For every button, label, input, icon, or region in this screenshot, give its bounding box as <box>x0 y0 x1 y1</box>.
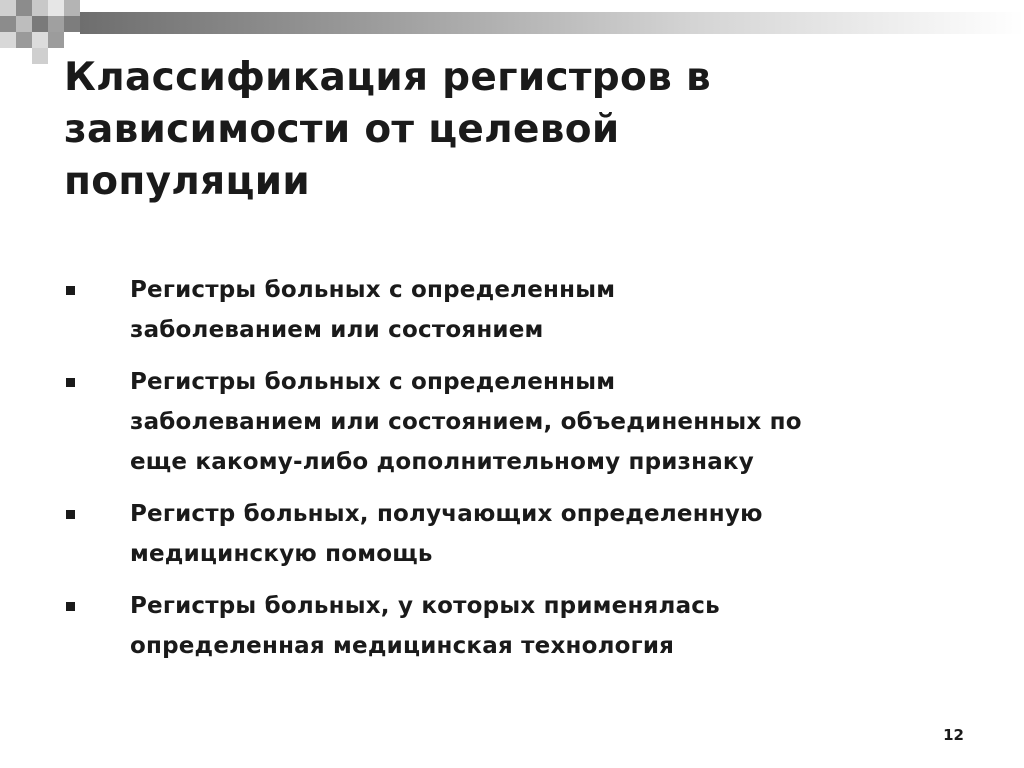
decor-square <box>0 0 16 16</box>
bullet-list <box>64 270 974 678</box>
bullet-text <box>130 362 974 482</box>
bullet-line: Регистр больных, получающих определенную <box>130 501 763 527</box>
page-number: 12 <box>943 726 964 744</box>
decor-square <box>48 16 64 32</box>
decor-square <box>0 16 16 32</box>
decor-square <box>16 0 32 16</box>
decor-square <box>16 16 32 32</box>
bullet-line: медицинскую помощь <box>130 541 433 567</box>
decor-square <box>48 0 64 16</box>
bullet-item <box>64 586 974 666</box>
decor-square <box>0 32 16 48</box>
bullet-line: определенная медицинская технология <box>130 633 675 659</box>
bullet-text <box>130 494 974 574</box>
slide-title <box>64 52 964 208</box>
bullet-line: заболеванием или состоянием <box>130 317 544 343</box>
bullet-text <box>130 270 974 350</box>
bullet-line: заболеванием или состоянием, объединенных по <box>130 409 802 435</box>
square-bullet-icon <box>66 378 75 387</box>
square-bullet-icon <box>66 510 75 519</box>
decor-square <box>32 0 48 16</box>
bullet-item <box>64 362 974 482</box>
bullet-line: Регистры больных с определенным <box>130 277 616 303</box>
square-bullet-icon <box>66 602 75 611</box>
bullet-text <box>130 586 974 666</box>
bullet-line: Регистры больных, у которых применялась <box>130 593 720 619</box>
title-line: зависимости от целевой <box>64 107 620 152</box>
decor-square <box>64 16 80 32</box>
bullet-line: Регистры больных с определенным <box>130 369 616 395</box>
decor-square <box>64 0 80 16</box>
decor-square <box>32 32 48 48</box>
decor-square <box>16 32 32 48</box>
title-line: Классификация регистров в <box>64 55 711 100</box>
bullet-line: еще какому-либо дополнительному признаку <box>130 449 754 475</box>
decor-square <box>32 48 48 64</box>
bullet-item <box>64 494 974 574</box>
square-bullet-icon <box>66 286 75 295</box>
header-gradient-bar <box>80 12 1024 34</box>
title-line: популяции <box>64 159 310 204</box>
bullet-item <box>64 270 974 350</box>
decor-square <box>32 16 48 32</box>
decor-square <box>48 32 64 48</box>
